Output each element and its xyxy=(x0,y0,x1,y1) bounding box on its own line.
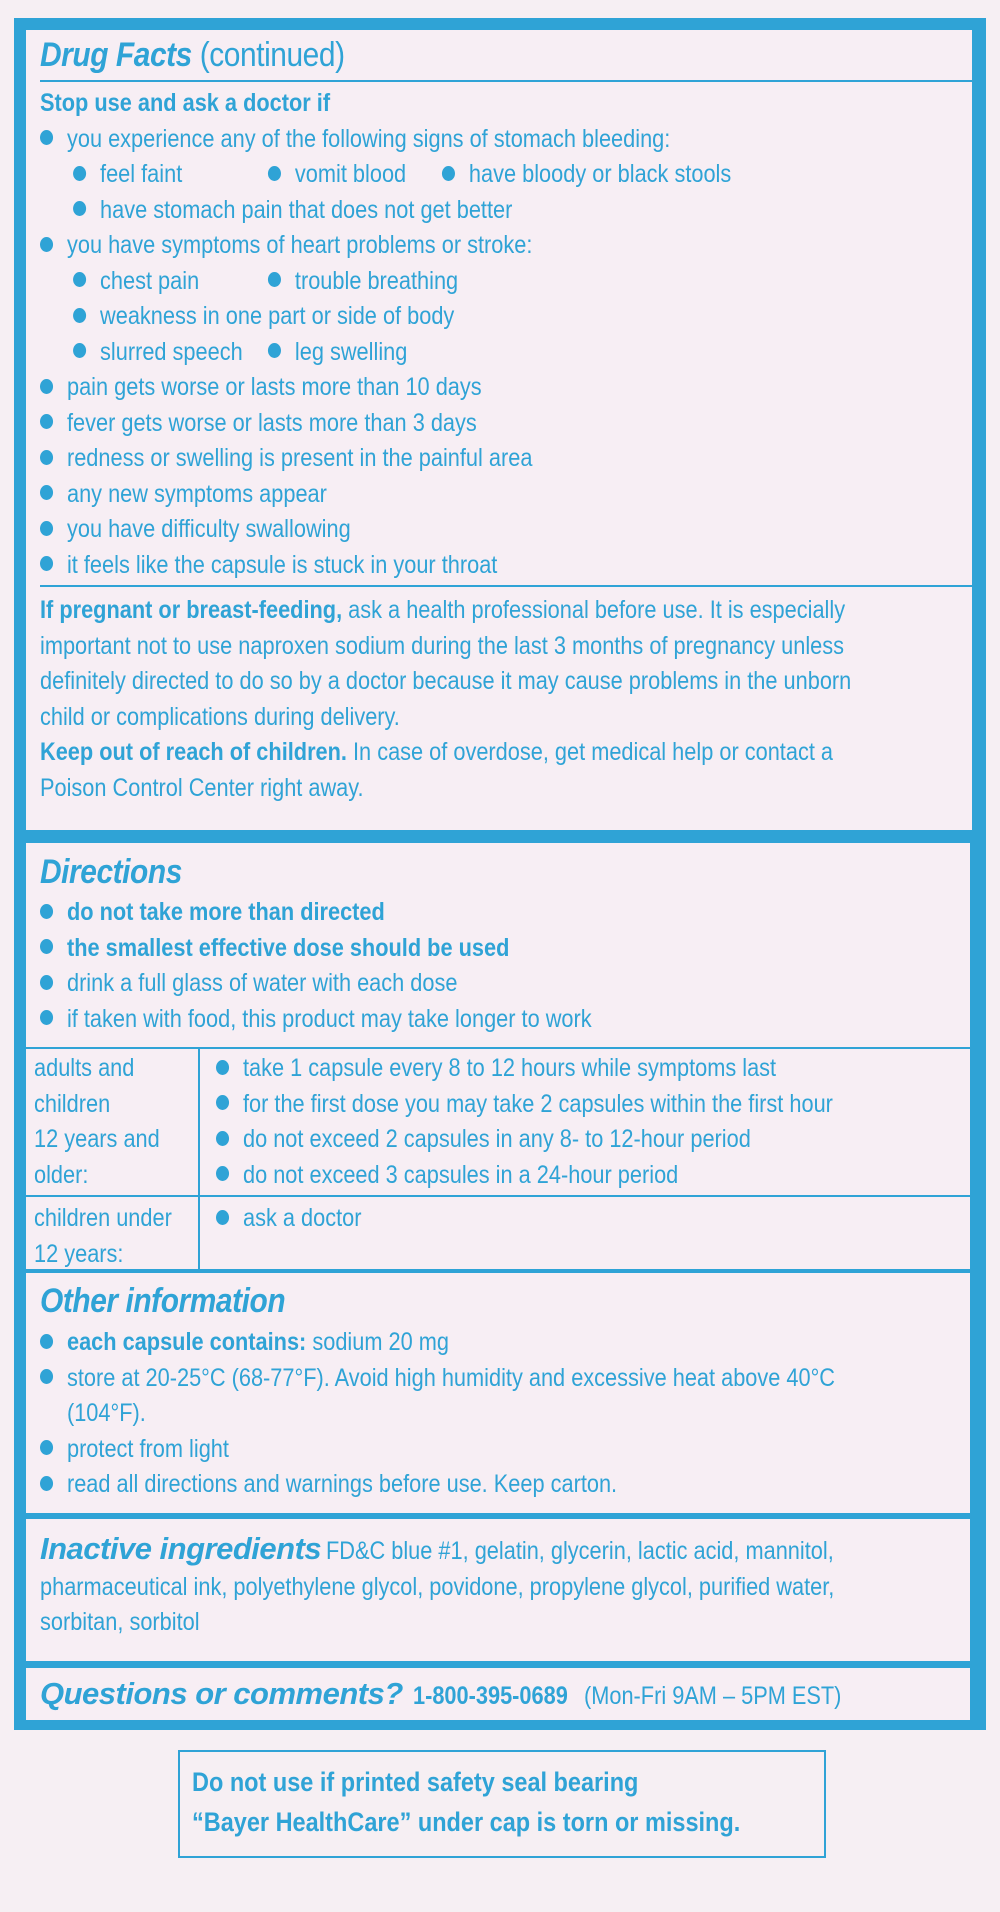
inactive-line xyxy=(40,1519,956,1570)
list-item: fever gets worse or lasts more than 3 days xyxy=(40,406,839,442)
bullet-icon xyxy=(40,485,53,500)
list-item: you experience any of the following signs of stomach bleeding: xyxy=(40,122,839,158)
list-item: you have symptoms of heart problems or stroke: xyxy=(40,228,839,264)
bullet-icon xyxy=(442,166,455,181)
inactive-text: pharmaceutical ink, polyethylene glycol, povidone, propylene glycol, purified water, xyxy=(40,1572,835,1601)
list-item: pain gets worse or lasts more than 10 days xyxy=(40,370,839,406)
label-line: 12 years: xyxy=(34,1239,124,1268)
bullet-icon xyxy=(40,1440,53,1455)
bullet-icon xyxy=(40,237,53,252)
questions-line xyxy=(40,1668,956,1715)
title-suffix: (continued) xyxy=(199,36,345,74)
child-label xyxy=(34,1201,192,1272)
sub-item-row: have stomach pain that does not get better xyxy=(40,193,839,229)
bullet-icon xyxy=(40,939,53,954)
bullet-icon xyxy=(40,1010,53,1025)
list-item: for the first dose you may take 2 capsules within the first hour xyxy=(216,1087,833,1123)
inactive-text: sorbitan, sorbitol xyxy=(40,1608,200,1636)
pregnant-line: If pregnant or breast-feeding, ask a health professional before use. It is especially xyxy=(40,596,846,624)
label-line: adults and xyxy=(34,1054,135,1082)
list-item: it feels like the capsule is stuck in your throat xyxy=(40,548,839,584)
drug-facts-frame xyxy=(14,18,986,1730)
dosage-table xyxy=(26,1047,970,1049)
directions-panel xyxy=(26,843,970,1269)
list-item: if taken with food, this product may take longer to work xyxy=(40,1002,837,1038)
table-divider xyxy=(26,1195,970,1197)
list-item: ask a doctor xyxy=(216,1201,361,1237)
inactive-ingredients-panel xyxy=(26,1519,970,1661)
list-item: the smallest effective dose should be used xyxy=(40,931,837,967)
list-item: redness or swelling is present in the painful area xyxy=(40,441,839,477)
label-line: older: xyxy=(34,1160,89,1189)
list-item: protect from light xyxy=(40,1432,837,1468)
seal-line: Do not use if printed safety seal bearing xyxy=(192,1767,639,1797)
list-item: take 1 capsule every 8 to 12 hours while symptoms last xyxy=(216,1051,833,1087)
title-main: Drug Facts xyxy=(40,36,192,74)
stop-use-heading: Stop use and ask a doctor if xyxy=(40,89,331,117)
list-item: read all directions and warnings before use. Keep carton. xyxy=(40,1467,837,1503)
bullet-icon xyxy=(268,166,281,181)
warnings-panel xyxy=(26,30,972,830)
bullet-icon xyxy=(216,1166,229,1181)
bullet-icon xyxy=(216,1060,229,1075)
sub-item-row: slurred speech leg swelling xyxy=(40,335,839,371)
adult-label xyxy=(34,1051,179,1193)
seal-line: “Bayer HealthCare” under cap is torn or missing. xyxy=(192,1807,741,1837)
bullet-icon xyxy=(40,130,53,145)
sub-item-row: feel faint vomit blood have bloody or black stools xyxy=(40,157,839,193)
other-info-panel xyxy=(26,1273,970,1513)
list-item: do not exceed 2 capsules in any 8- to 12-hour period xyxy=(216,1122,833,1158)
bullet-icon xyxy=(40,379,53,394)
bullet-icon xyxy=(40,975,53,990)
adult-dosage xyxy=(216,1051,925,1193)
list-item: do not take more than directed xyxy=(40,895,837,931)
bullet-icon xyxy=(40,450,53,465)
pregnant-line: definitely directed to do so by a doctor because it may cause problems in the unborn xyxy=(40,667,852,695)
child-dosage xyxy=(216,1201,383,1237)
bullet-icon xyxy=(73,272,86,287)
bullet-icon xyxy=(40,556,53,571)
bullet-icon xyxy=(40,1334,53,1349)
bullet-icon xyxy=(40,1369,53,1384)
bullet-icon xyxy=(73,201,86,216)
bullet-icon xyxy=(216,1210,229,1225)
keep-out-line: Poison Control Center right away. xyxy=(40,773,364,802)
sub-item-row: chest pain trouble breathing xyxy=(40,264,839,300)
list-item: drink a full glass of water with each dose xyxy=(40,966,837,1002)
questions-title: Questions or comments? xyxy=(40,1676,403,1711)
pregnant-line: child or complications during delivery. xyxy=(40,702,400,731)
inactive-text: FD&C blue #1, gelatin, glycerin, lactic acid, mannitol, xyxy=(325,1537,834,1565)
directions-title: Directions xyxy=(40,853,182,891)
other-info-title: Other information xyxy=(40,1282,286,1320)
list-item: any new symptoms appear xyxy=(40,477,839,513)
hours: (Mon-Fri 9AM – 5PM EST) xyxy=(583,1682,842,1710)
bullet-icon xyxy=(268,272,281,287)
bullet-icon xyxy=(73,343,86,358)
label-line: children under xyxy=(34,1204,172,1232)
list-item: each capsule contains: sodium 20 mg xyxy=(40,1325,837,1361)
list-item: you have difficulty swallowing xyxy=(40,512,839,548)
pregnant-line: important not to use naproxen sodium during the last 3 months of pregnancy unless xyxy=(40,631,845,660)
bullet-icon xyxy=(40,521,53,536)
list-item: store at 20-25°C (68-77°F). Avoid high humidity and excessive heat above 40°C xyxy=(40,1361,837,1397)
bullet-icon xyxy=(216,1095,229,1110)
bullet-icon xyxy=(73,166,86,181)
label-line: 12 years and xyxy=(34,1125,160,1153)
safety-seal-notice xyxy=(178,1750,826,1858)
table-column-divider xyxy=(198,1047,200,1269)
sub-item-row: weakness in one part or side of body xyxy=(40,299,839,335)
list-item: do not exceed 3 capsules in a 24-hour period xyxy=(216,1158,833,1194)
phone-number: 1-800-395-0689 xyxy=(413,1682,569,1710)
label-line: children xyxy=(34,1089,111,1118)
panel-title xyxy=(40,30,848,80)
inactive-title: Inactive ingredients xyxy=(40,1531,322,1566)
list-item-continued: (104°F). xyxy=(66,1399,146,1427)
bullet-icon xyxy=(40,414,53,429)
bullet-icon xyxy=(40,1476,53,1491)
bullet-icon xyxy=(40,904,53,919)
bullet-icon xyxy=(73,308,86,323)
keep-out-line: Keep out of reach of children. In case of overdose, get medical help or contact a xyxy=(40,738,834,766)
bullet-icon xyxy=(268,343,281,358)
bullet-icon xyxy=(216,1131,229,1146)
questions-panel xyxy=(26,1668,970,1720)
